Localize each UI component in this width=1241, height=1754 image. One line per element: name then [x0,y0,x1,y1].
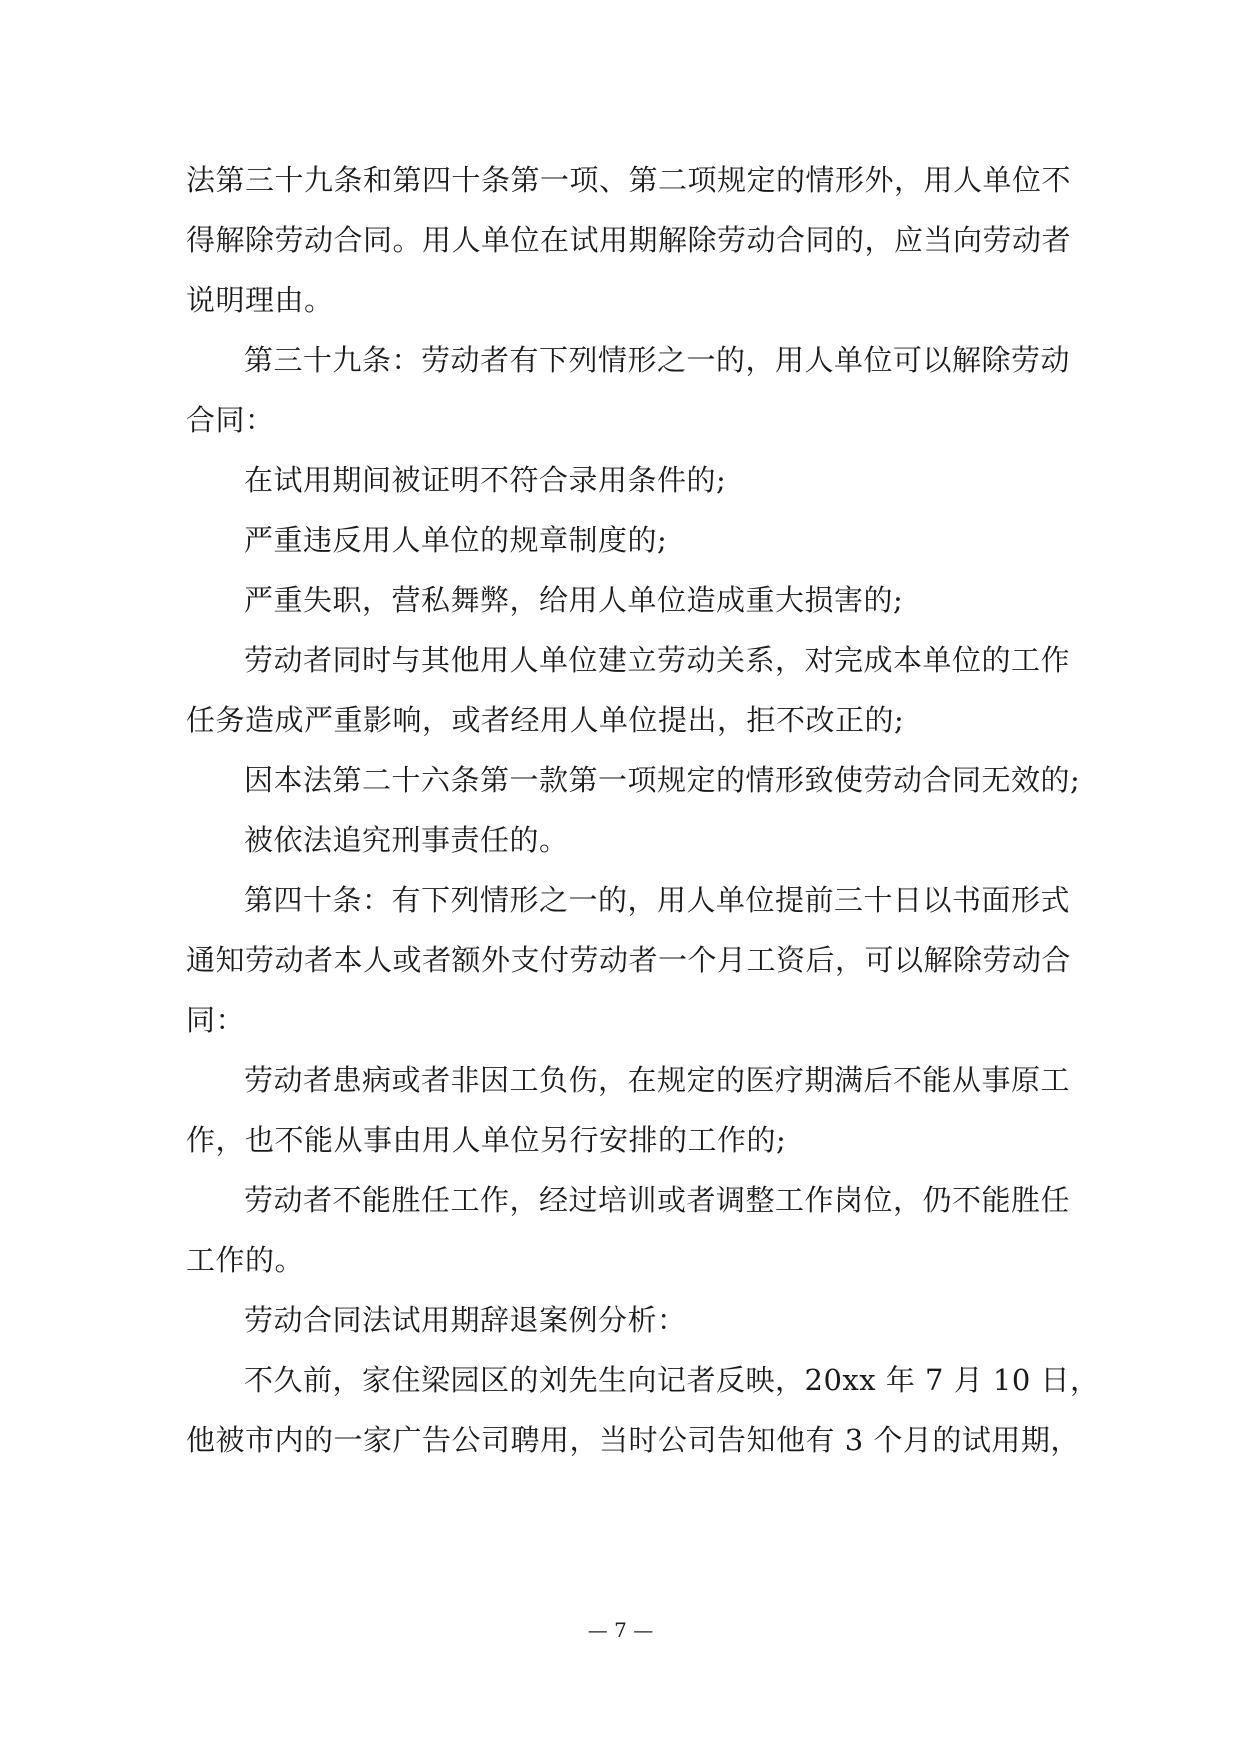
text-line: 工作的。 [186,1243,305,1277]
text-line: 同： [186,1003,246,1037]
text-line: 严重失职，营私舞弊，给用人单位造成重大损害的; [244,583,904,617]
text-line: 任务造成严重影响，或者经用人单位提出，拒不改正的; [186,703,905,737]
page-number: — 7 — [587,1618,654,1642]
text-line: 他被市内的一家广告公司聘用，当时公司告知他有 3 个月的试用期， [186,1423,1080,1457]
text-line: 劳动者患病或者非因工负伤，在规定的医疗期满后不能从事原工 [244,1063,1071,1097]
text-line: 在试用期间被证明不符合录用条件的; [244,463,727,497]
text-line: 法第三十九条和第四十条第一项、第二项规定的情形外，用人单位不 [186,163,1072,197]
text-line: 因本法第二十六条第一款第一项规定的情形致使劳动合同无效的; [244,763,1081,797]
document-body [186,150,1100,1470]
text-line: 合同： [186,403,275,437]
text-line: 劳动合同法试用期辞退案例分析： [244,1303,687,1337]
text-line: 作，也不能从事由用人单位另行安排的工作的; [186,1123,787,1157]
text-line: 劳动者不能胜任工作，经过培训或者调整工作岗位，仍不能胜任 [244,1183,1071,1217]
text-line: 说明理由。 [186,283,334,317]
text-line: 第三十九条：劳动者有下列情形之一的，用人单位可以解除劳动 [244,343,1071,377]
text-line: 得解除劳动合同。用人单位在试用期解除劳动合同的，应当向劳动者 [186,223,1072,257]
text-line: 严重违反用人单位的规章制度的; [244,523,668,557]
text-line: 第四十条：有下列情形之一的，用人单位提前三十日以书面形式 [244,883,1071,917]
text-line: 被依法追究刑事责任的。 [244,823,569,857]
text-line: 劳动者同时与其他用人单位建立劳动关系，对完成本单位的工作 [244,643,1071,677]
text-line: 通知劳动者本人或者额外支付劳动者一个月工资后，可以解除劳动合 [186,943,1072,977]
text-line: 不久前，家住梁园区的刘先生向记者反映，20xx 年 7 月 10 日， [244,1363,1100,1397]
